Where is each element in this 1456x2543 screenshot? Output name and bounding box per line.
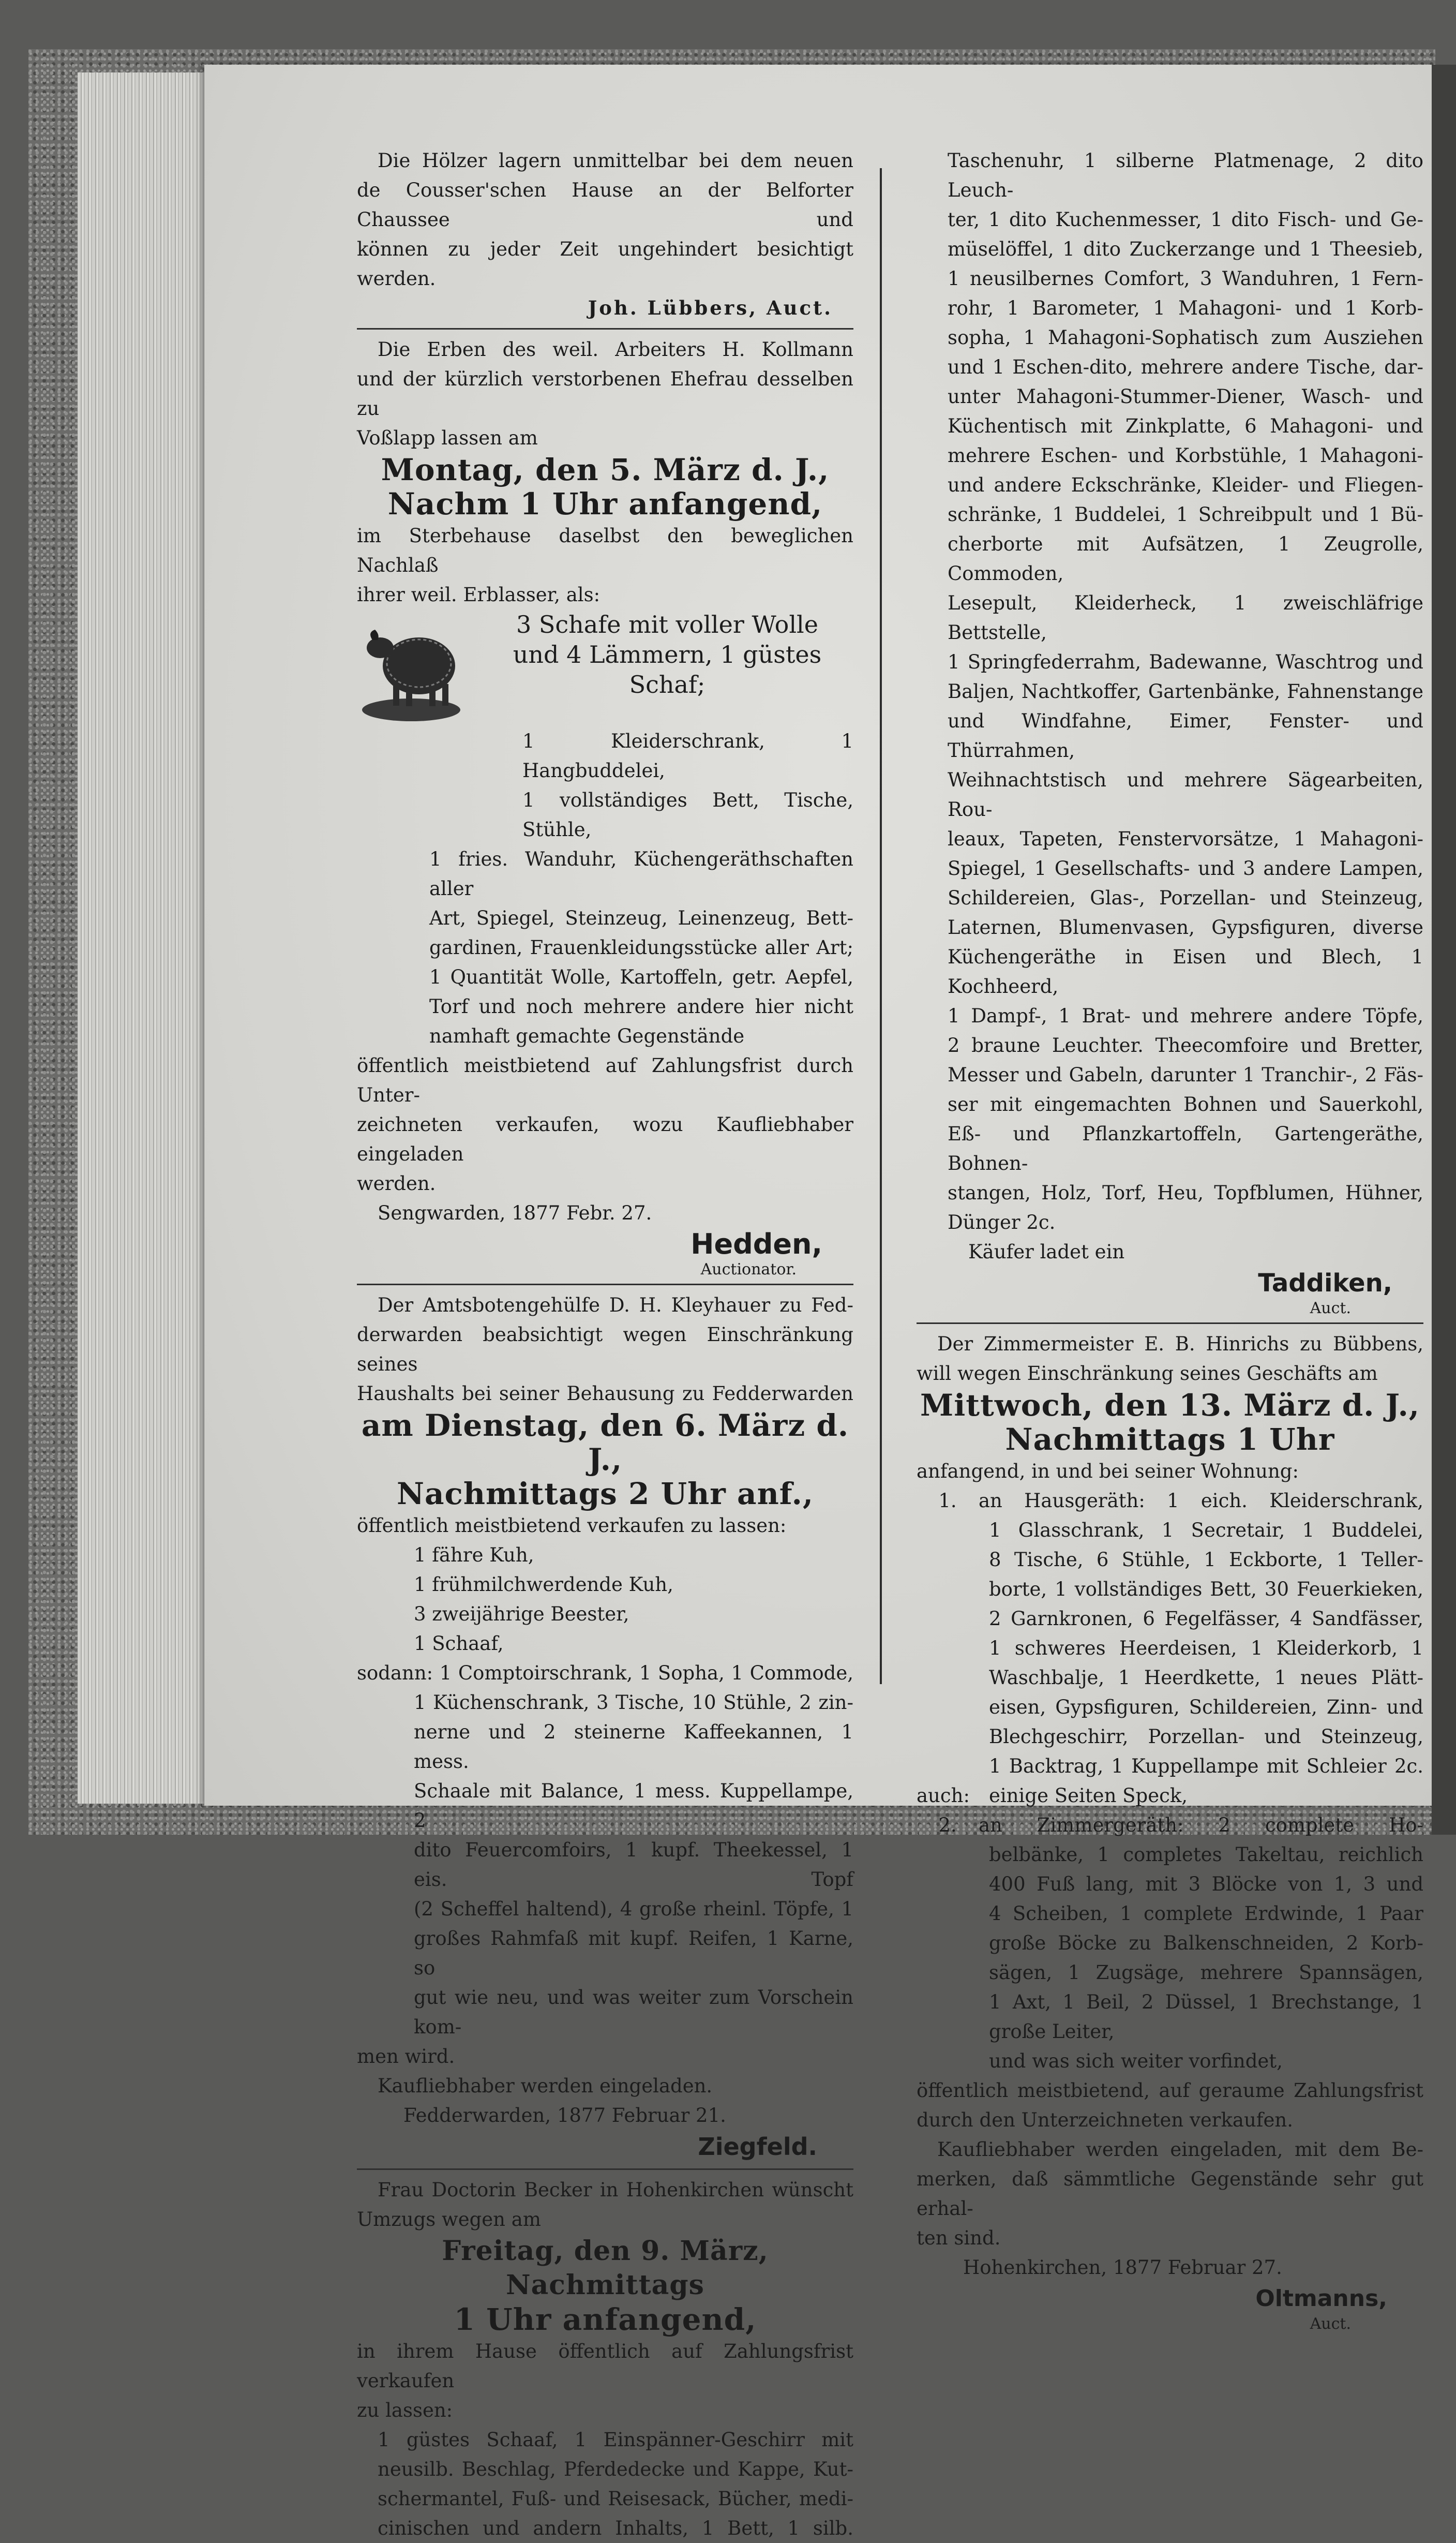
item-line: 1 Kleiderschrank, 1 Hangbuddelei,	[522, 730, 853, 782]
place-date: Hohenkirchen, 1877 Februar 27.	[963, 2256, 1282, 2279]
item-line: 1 schweres Heerdeisen, 1 Kleiderkorb, 1	[989, 1637, 1423, 1659]
auction-date: Mittwoch, den 13. März d. J.,	[920, 1388, 1420, 1423]
ad-kollmann	[357, 335, 853, 1278]
text-line: Der Zimmermeister E. B. Hinrichs zu Bübbens,	[937, 1333, 1423, 1355]
animal-item: 1 Schaaf,	[414, 1632, 504, 1655]
sheep-line: 3 Schafe mit voller Wolle	[516, 611, 818, 638]
signature-title: Auct.	[1310, 1299, 1351, 1317]
sheep-line: und 4 Lämmern, 1 güstes	[513, 641, 822, 668]
item-line: neusilb. Beschlag, Pferdedecke und Kappe, Kut-	[378, 2458, 853, 2480]
buyers-line: Käufer ladet ein	[968, 1241, 1125, 1263]
item-line: schermantel, Fuß- und Reisesack, Bücher, medi-	[378, 2488, 853, 2510]
item-line: an Zimmergeräth: 2 complete Ho-	[979, 1814, 1423, 1836]
text-line: cherborte mit Aufsätzen, 1 Zeugrolle, Commoden,	[948, 533, 1423, 585]
animal-item: 1 fähre Kuh,	[414, 1544, 534, 1566]
item-line: große Böcke zu Balkenschneiden, 2 Korb-	[989, 1932, 1423, 1954]
text-line: will wegen Einschränkung seines Geschäfts am	[917, 1362, 1378, 1385]
text-line: 1 Springfederrahm, Badewanne, Waschtrog und	[948, 651, 1423, 673]
text-line: zeichneten verkaufen, wozu Kaufliebhaber eingeladen	[357, 1113, 853, 1165]
text-line: müselöffel, 1 dito Zuckerzange und 1 Theesieb,	[948, 238, 1423, 260]
item-line: 400 Fuß lang, mit 3 Blöcke von 1, 3 und	[989, 1873, 1423, 1895]
item-line: 1 Quantität Wolle, Kartoffeln, getr. Aepfel,	[429, 966, 853, 988]
ad-continuation	[948, 146, 1423, 1317]
invite: Kaufliebhaber werden eingeladen.	[378, 2075, 713, 2097]
text-line: öffentlich meistbietend auf Zahlungsfrist durch Unter-	[357, 1054, 853, 1106]
signature-title: Auct.	[1310, 2315, 1351, 2333]
item-line: belbänke, 1 completes Takeltau, reichlich	[989, 1843, 1423, 1866]
item-line: borte, 1 vollständiges Bett, 30 Feuerkieken,	[989, 1578, 1423, 1600]
text-line: derwarden beabsichtigt wegen Einschränkung seines	[357, 1323, 853, 1375]
text-line: 1 neusilbernes Comfort, 3 Wanduhren, 1 Fern-	[948, 267, 1423, 290]
list-item	[917, 1486, 1423, 1515]
auction-time: Nachm 1 Uhr anfangend,	[387, 486, 823, 522]
text-line: Die Erben des weil. Arbeiters H. Kollmann	[378, 338, 853, 361]
item-line: 1 Küchenschrank, 3 Tische, 10 Stühle, 2 zin-	[414, 1691, 853, 1714]
text-line: stangen, Holz, Torf, Heu, Topfblumen, Hühner,	[948, 1182, 1423, 1204]
item-line: 4 Scheiben, 1 complete Erdwinde, 1 Paar	[989, 1902, 1423, 1925]
also-label: auch:	[917, 1784, 970, 1807]
right-column	[917, 146, 1423, 2333]
text-line: 2 braune Leuchter. Theecomfoire und Bretter,	[948, 1034, 1423, 1057]
item-line: großes Rahmfaß mit kupf. Reifen, 1 Karne, so	[414, 1927, 853, 1979]
item-line: men wird.	[357, 2045, 455, 2068]
ad-becker	[357, 2175, 853, 2543]
text-line: merken, daß sämmtliche Gegenstände sehr gut erhal-	[917, 2168, 1423, 2220]
item-line: sodann: 1 Comptoirschrank, 1 Sopha, 1 Commode,	[357, 1662, 853, 1684]
item-line: 8 Tische, 6 Stühle, 1 Eckborte, 1 Teller-	[989, 1549, 1423, 1571]
text-line: unter Mahagoni-Stummer-Diener, Wasch- und	[948, 385, 1423, 408]
text-line: Laternen, Blumenvasen, Gypsfiguren, diverse	[948, 916, 1423, 939]
text-line: Messer und Gabeln, darunter 1 Tranchir-, 2 Fäs-	[948, 1064, 1423, 1086]
text-line: Voßlapp lassen am	[357, 427, 538, 449]
text-line: Haushalts bei seiner Behausung zu Fedderwarden	[357, 1382, 853, 1405]
item-line: sägen, 1 Zugsäge, mehrere Spannsägen,	[989, 1961, 1423, 1984]
text-line: rohr, 1 Barometer, 1 Mahagoni- und 1 Korb-	[948, 297, 1423, 319]
item-line: nerne und 2 steinerne Kaffeekannen, 1 mess.	[414, 1721, 853, 1773]
item-line: Torf und noch mehrere andere hier nicht	[429, 995, 853, 1018]
ad-kleyhauer	[357, 1290, 853, 2163]
item-line: dito Feuercomfoirs, 1 kupf. Theekessel, 1 eis. Topf	[414, 1839, 853, 1891]
text-line: Taschenuhr, 1 silberne Platmenage, 2 dito Leuch-	[948, 150, 1423, 201]
sheep-icon	[357, 612, 466, 725]
item-line: 1 vollständiges Bett, Tische, Stühle,	[522, 789, 853, 841]
text-line: zu lassen:	[357, 2399, 453, 2421]
text-line: mehrere Eschen- und Korbstühle, 1 Mahagoni-	[948, 444, 1423, 467]
item-line: 1 güstes Schaaf, 1 Einspänner-Geschirr mit	[378, 2429, 853, 2451]
text-line: können zu jeder Zeit ungehindert besichtigt werden.	[357, 238, 853, 290]
item-line: eisen, Gypsfiguren, Schildereien, Zinn- und	[989, 1696, 1423, 1718]
divider	[357, 328, 853, 330]
signature: Oltmanns,	[1255, 2285, 1387, 2312]
item-line: Art, Spiegel, Steinzeug, Leinenzeug, Bett-	[429, 907, 853, 929]
auction-date: am Dienstag, den 6. März d. J.,	[361, 1408, 849, 1477]
item-line: cinischen und andern Inhalts, 1 Bett, 1 silb.	[378, 2517, 853, 2539]
text-line: werden.	[357, 1172, 436, 1195]
item-line: Schaale mit Balance, 1 mess. Kuppellampe, 2	[414, 1780, 853, 1832]
item-line: und was sich weiter vorfindet,	[989, 2050, 1283, 2072]
text-line: Lesepult, Kleiderheck, 1 zweischläfrige Bettstelle,	[948, 592, 1423, 644]
signature: Joh. Lübbers, Auct.	[588, 296, 833, 319]
list-item	[917, 1810, 1423, 1840]
item-line: Waschbalje, 1 Heerdkette, 1 neues Plätt-	[989, 1667, 1423, 1689]
text-line: Spiegel, 1 Gesellschafts- und 3 andere Lampen,	[948, 857, 1423, 880]
item-line: an Hausgeräth: 1 eich. Kleiderschrank,	[979, 1490, 1423, 1512]
item-line: 2 Garnkronen, 6 Fegelfässer, 4 Sandfässer,	[989, 1608, 1423, 1630]
text-line: Dünger 2c.	[948, 1211, 1056, 1233]
list-number: 1.	[938, 1490, 957, 1512]
place-date: Sengwarden, 1877 Febr. 27.	[378, 1202, 652, 1224]
animal-item: 3 zweijährige Beester,	[414, 1603, 629, 1625]
text-line: Die Hölzer lagern unmittelbar bei dem neuen	[378, 150, 853, 172]
ad-hinrichs	[917, 1329, 1423, 2333]
text-line: Der Amtsbotengehülfe D. H. Kleyhauer zu Fed-	[378, 1294, 853, 1316]
ad-holz	[357, 146, 853, 323]
text-line: und Windfahne, Eimer, Fenster- und Thürrahmen,	[948, 710, 1423, 762]
animal-item: 1 frühmilchwerdende Kuh,	[414, 1573, 673, 1596]
signature-title: Auctionator.	[700, 1260, 797, 1278]
place-date: Fedderwarden, 1877 Februar 21.	[403, 2104, 726, 2126]
also-line	[917, 1781, 1423, 1810]
item-line: 1 fries. Wanduhr, Küchengeräthschaften aller	[429, 848, 853, 900]
item-line: (2 Scheffel haltend), 4 große rheinl. Töpfe, 1	[414, 1898, 853, 1920]
text-line: Baljen, Nachtkoffer, Gartenbänke, Fahnenstange	[948, 680, 1423, 703]
also-text: einige Seiten Speck,	[989, 1784, 1188, 1807]
divider	[357, 2168, 853, 2170]
list-number: 2.	[938, 1814, 957, 1836]
text-line: de Cousser'schen Hause an der Belforter Chaussee und	[357, 179, 853, 231]
signature: Ziegfeld.	[698, 2133, 817, 2161]
text-line: ter, 1 dito Kuchenmesser, 1 dito Fisch- und Ge-	[948, 209, 1423, 231]
column-rule	[880, 168, 882, 1684]
item-line: 1 Axt, 1 Beil, 2 Düssel, 1 Brechstange, 1	[989, 1991, 1423, 2013]
signature: Taddiken,	[1258, 1269, 1392, 1298]
auction-date: Freitag, den 9. März, Nachmittags	[442, 2235, 769, 2301]
item-line: Blechgeschirr, Porzellan- und Steinzeug,	[989, 1726, 1423, 1748]
text-line: Schildereien, Glas-, Porzellan- und Steinzeug,	[948, 887, 1423, 909]
text-line: im Sterbehause daselbst den beweglichen Nachlaß	[357, 525, 853, 576]
auction-time: Nachmittags 2 Uhr anf.,	[396, 1476, 814, 1511]
text-line: und der kürzlich verstorbenen Ehefrau desselben zu	[357, 368, 853, 420]
text-line: ser mit eingemachten Bohnen und Sauerkohl,	[948, 1093, 1423, 1116]
text-line: anfangend, in und bei seiner Wohnung:	[917, 1460, 1299, 1482]
sheep-line: Schaf;	[629, 671, 706, 698]
divider	[917, 1322, 1423, 1324]
text-line: ihrer weil. Erblasser, als:	[357, 584, 601, 606]
text-line: Frau Doctorin Becker in Hohenkirchen wünscht	[378, 2179, 853, 2201]
auction-date: Montag, den 5. März d. J.,	[381, 452, 830, 487]
item-line: 1 Glasschrank, 1 Secretair, 1 Buddelei,	[989, 1519, 1423, 1541]
text-line: öffentlich meistbietend verkaufen zu lassen:	[357, 1514, 787, 1537]
auction-time: 1 Uhr anfangend,	[454, 2302, 757, 2337]
item-line: namhaft gemachte Gegenstände	[429, 1025, 745, 1047]
text-line: schränke, 1 Buddelei, 1 Schreibpult und 1 Bü-	[948, 503, 1423, 526]
text-line: öffentlich meistbietend, auf geraume Zahlungsfrist	[917, 2079, 1423, 2102]
divider	[357, 1284, 853, 1285]
item-line: große Leiter,	[989, 2020, 1115, 2043]
text-line: sopha, 1 Mahagoni-Sophatisch zum Ausziehen	[948, 326, 1423, 349]
text-line: Kaufliebhaber werden eingeladen, mit dem Be-	[937, 2138, 1423, 2161]
text-line: Küchengeräthe in Eisen und Blech, 1 Kochheerd,	[948, 946, 1423, 998]
text-line: 1 Dampf-, 1 Brat- und mehrere andere Töpfe,	[948, 1005, 1423, 1027]
auction-time: Nachmittags 1 Uhr	[1005, 1422, 1335, 1457]
item-line: gut wie neu, und was weiter zum Vorschein kom-	[414, 1986, 853, 2038]
text-line: ten sind.	[917, 2227, 1001, 2249]
text-line: Eß- und Pflanzkartoffeln, Gartengeräthe, Bohnen-	[948, 1123, 1423, 1174]
text-line: Umzugs wegen am	[357, 2208, 541, 2230]
item-line: gardinen, Frauenkleidungsstücke aller Art;	[429, 936, 853, 959]
signature: Hedden,	[691, 1228, 822, 1260]
item-line: 1 Backtrag, 1 Kuppellampe mit Schleier 2c.	[989, 1755, 1423, 1777]
text-line: in ihrem Hause öffentlich auf Zahlungsfrist verkaufen	[357, 2340, 853, 2392]
text-line: Küchentisch mit Zinkplatte, 6 Mahagoni- und	[948, 415, 1423, 437]
left-column	[357, 146, 853, 2543]
text-line: Weihnachtstisch und mehrere Sägearbeiten, Rou-	[948, 769, 1423, 821]
next-page-edge	[1432, 65, 1456, 1835]
text-line: leaux, Tapeten, Fenstervorsätze, 1 Mahagoni-	[948, 828, 1423, 850]
text-line: durch den Unterzeichneten verkaufen.	[917, 2109, 1293, 2131]
text-line: und 1 Eschen-dito, mehrere andere Tische, dar-	[948, 356, 1423, 378]
page-edges	[78, 72, 209, 1804]
text-line: und andere Eckschränke, Kleider- und Fliegen-	[948, 474, 1423, 496]
